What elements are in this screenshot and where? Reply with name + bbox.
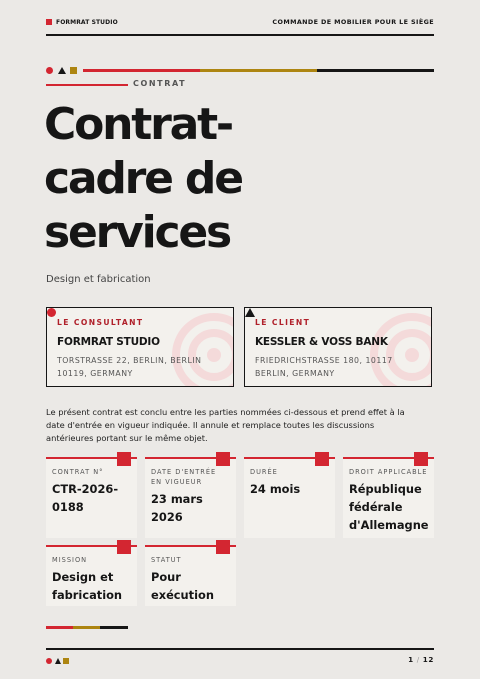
header-project-title: COMMANDE DE MOBILIER POUR LE SIÈGE bbox=[272, 18, 434, 26]
detail-label: STATUT bbox=[151, 556, 182, 564]
document-kicker: CONTRAT bbox=[133, 79, 187, 88]
detail-label: CONTRAT N° bbox=[52, 468, 104, 476]
detail-value: Pour exécution bbox=[151, 570, 214, 602]
footer-bar-red bbox=[46, 626, 73, 629]
party-name: FORMRAT STUDIO bbox=[57, 336, 160, 348]
red-flag-square-icon bbox=[117, 452, 131, 466]
detail-label: DURÉE bbox=[250, 468, 278, 476]
party-role: LE CONSULTANT bbox=[57, 318, 144, 327]
detail-value: République fédérale d'Allemagne bbox=[349, 482, 429, 532]
footer-bar-black bbox=[100, 626, 128, 629]
color-bar-black bbox=[317, 69, 434, 72]
detail-label: DROIT APPLICABLE bbox=[349, 468, 428, 476]
detail-card-contract-number bbox=[46, 457, 137, 538]
detail-card-effective-date bbox=[145, 457, 236, 538]
kicker-rule bbox=[46, 84, 128, 86]
ochre-square-icon bbox=[70, 67, 77, 74]
intro-paragraph: Le présent contrat est conclu entre les parties nommées ci-dessous et prend effet à la date d'entrée en vigueur indiquée. Il annule et remplace toutes les discussions antérieures portant sur le même objet. bbox=[46, 407, 405, 443]
detail-card-duration bbox=[244, 457, 335, 538]
red-circle-icon bbox=[46, 658, 52, 664]
red-flag-square-icon bbox=[117, 540, 131, 554]
detail-label: DATE D'ENTRÉE EN VIGUEUR bbox=[151, 468, 217, 486]
detail-card-governing-law bbox=[343, 457, 434, 538]
black-triangle-marker-icon bbox=[245, 308, 255, 317]
red-circle-icon bbox=[46, 67, 53, 74]
red-flag-square-icon bbox=[216, 540, 230, 554]
detail-value: CTR-2026-0188 bbox=[52, 482, 119, 514]
brand-square-icon bbox=[46, 19, 52, 25]
header-divider bbox=[46, 34, 434, 36]
page-current: 1 bbox=[408, 655, 414, 664]
page-total: 12 bbox=[422, 655, 434, 664]
footer-divider bbox=[46, 648, 434, 650]
document-subtitle: Design et fabrication bbox=[46, 274, 151, 285]
ochre-square-icon bbox=[63, 658, 69, 664]
party-card-consultant bbox=[46, 307, 234, 387]
red-flag-square-icon bbox=[216, 452, 230, 466]
header-brand bbox=[46, 16, 118, 28]
detail-label: MISSION bbox=[52, 556, 88, 564]
red-dot-marker-icon bbox=[47, 308, 56, 317]
black-triangle-icon bbox=[55, 658, 61, 664]
party-card-client bbox=[244, 307, 432, 387]
detail-value: 24 mois bbox=[250, 482, 301, 496]
party-role: LE CLIENT bbox=[255, 318, 311, 327]
page-separator: / bbox=[416, 655, 420, 664]
red-flag-square-icon bbox=[315, 452, 329, 466]
brand-name: FORMRAT STUDIO bbox=[56, 18, 118, 26]
color-bar-ochre bbox=[200, 69, 317, 72]
color-bar-red bbox=[83, 69, 200, 72]
detail-card-mission bbox=[46, 545, 137, 606]
party-address: FRIEDRICHSTRASSE 180, 10117 BERLIN, GERMANY bbox=[255, 356, 393, 378]
document-title: Contrat-cadre de services bbox=[44, 99, 242, 258]
footer-bar-ochre bbox=[73, 626, 100, 629]
black-triangle-icon bbox=[58, 67, 66, 74]
detail-card-status bbox=[145, 545, 236, 606]
party-address: TORSTRASSE 22, BERLIN, BERLIN 10119, GERMANY bbox=[57, 356, 202, 378]
party-name: KESSLER & VOSS BANK bbox=[255, 336, 388, 348]
detail-value: Design et fabrication bbox=[52, 570, 123, 602]
page-indicator bbox=[408, 655, 434, 664]
red-flag-square-icon bbox=[414, 452, 428, 466]
detail-value: 23 mars 2026 bbox=[151, 492, 203, 524]
